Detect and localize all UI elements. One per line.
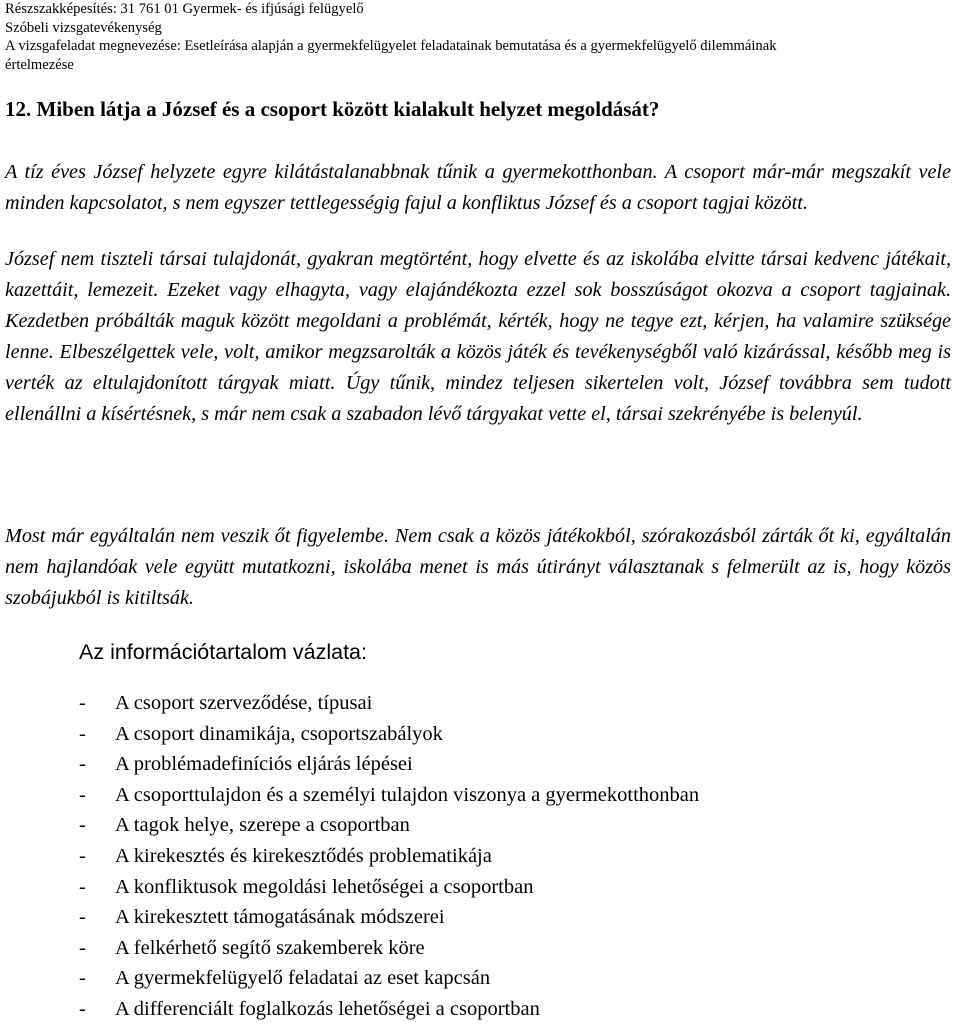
outline-item-text: A problémadefiníciós eljárás lépései: [115, 753, 413, 776]
header-line-qualification: Részszakképesítés: 31 761 01 Gyermek- és ifjúsági felügyelő: [5, 1, 364, 17]
case-paragraph-3: [5, 521, 951, 614]
case-paragraph-1-text: A tíz éves József helyzete egyre kilátástalanabbnak tűnik a gyermekotthonban. A csoport már-már megszakít vele minden kapcsolatot, s nem egyszer tettlegességig fajul a konfliktus József és a csoport tagjai között.: [5, 161, 951, 214]
outline-item-dash: -: [79, 844, 86, 867]
outline-item: [79, 810, 699, 841]
outline-item: [79, 872, 699, 903]
outline-item: [79, 902, 699, 933]
outline-item-text: A csoport dinamikája, csoportszabályok: [115, 722, 443, 745]
outline-item: [79, 933, 699, 964]
outline-item: [79, 994, 699, 1025]
outline-item-dash: -: [79, 722, 86, 745]
header-line-activity: Szóbeli vizsgatevékenység: [5, 19, 162, 36]
outline-item: [79, 963, 699, 994]
outline-item-dash: -: [79, 875, 86, 898]
case-paragraph-1: [5, 157, 951, 219]
outline-item: [79, 780, 699, 811]
outline-item-text: A csoport szerveződése, típusai: [115, 692, 373, 714]
outline-item-text: A kirekesztett támogatásának módszerei: [115, 906, 445, 929]
outline-item: [79, 749, 699, 780]
outline-item-text: A differenciált foglalkozás lehetőségei a csoportban: [115, 997, 540, 1020]
outline-item-dash: -: [79, 936, 86, 959]
outline-list: [79, 688, 699, 1025]
outline-item-dash: -: [79, 997, 86, 1020]
outline-item-text: A kirekesztés és kirekesztődés problematikája: [115, 844, 492, 867]
header-line-task: A vizsgafeladat megnevezése: Esetleírása alapján a gyermekfelügyelet feladatainak bemutatása és a gyermekfelügyelő dilemmáinak: [5, 38, 777, 54]
case-paragraph-2-text: József nem tiszteli társai tulajdonát, gyakran megtörtént, hogy elvette és az iskolába elvitte társai kedvenc játékait, kazettáit, lemezeit. Ezeket vagy elhagyta, vagy elajándékozta ezzel sok bosszúságot okozva a csoport tagjainak. Kezdetben próbálták maguk között megoldani a problémát, kérték, hogy ne tegye ezt, kérjen, ha valamire szüksége lenne. Elbeszélgettek vele, volt, amikor megzsarolták a közös játék és tevékenységből való kizárással, később meg is verték az eltulajdonított tárgyak miatt. Úgy tűnik, mindez teljesen sikertelen volt, József továbbra sem tudott ellenállni a kísértésnek, s már nem csak a szabadon lévő tárgyakat vette el, társai szekrényébe is belenyúl.: [5, 248, 951, 425]
case-paragraph-2: [5, 244, 951, 430]
outline-item: [79, 719, 699, 750]
question-heading: 12. Miben látja a József és a csoport között kialakult helyzet megoldását?: [5, 97, 660, 121]
outline-item: [79, 688, 699, 719]
outline-item-text: A tagok helye, szerepe a csoportban: [115, 814, 410, 837]
case-paragraph-3-text: Most már egyáltalán nem veszik őt figyelembe. Nem csak a közös játékokból, szórakozásból zárták őt ki, egyáltalán nem hajlandóak vele együtt mutatkozni, iskolába menet is más útirányt választanak s felmerült az is, hogy közös szobájukból is kitiltsák.: [5, 525, 951, 609]
outline-item-text: A konfliktusok megoldási lehetőségei a csoportban: [115, 875, 534, 898]
exam-header: [5, 0, 955, 74]
outline-item-dash: -: [79, 692, 86, 714]
outline-title: Az információtartalom vázlata:: [79, 640, 367, 664]
outline-item-text: A csoporttulajdon és a személyi tulajdon viszonya a gyermekotthonban: [115, 783, 700, 806]
outline-item-dash: -: [79, 814, 86, 837]
outline-item-dash: -: [79, 753, 86, 776]
outline-item-dash: -: [79, 906, 86, 929]
outline-item-text: A gyermekfelügyelő feladatai az eset kapcsán: [115, 967, 491, 990]
outline-item-text: A felkérhető segítő szakemberek köre: [115, 936, 425, 959]
outline-item-dash: -: [79, 967, 86, 990]
outline-item-dash: -: [79, 783, 86, 806]
outline-item: [79, 841, 699, 872]
header-line-task-cont: értelmezése: [5, 56, 74, 73]
